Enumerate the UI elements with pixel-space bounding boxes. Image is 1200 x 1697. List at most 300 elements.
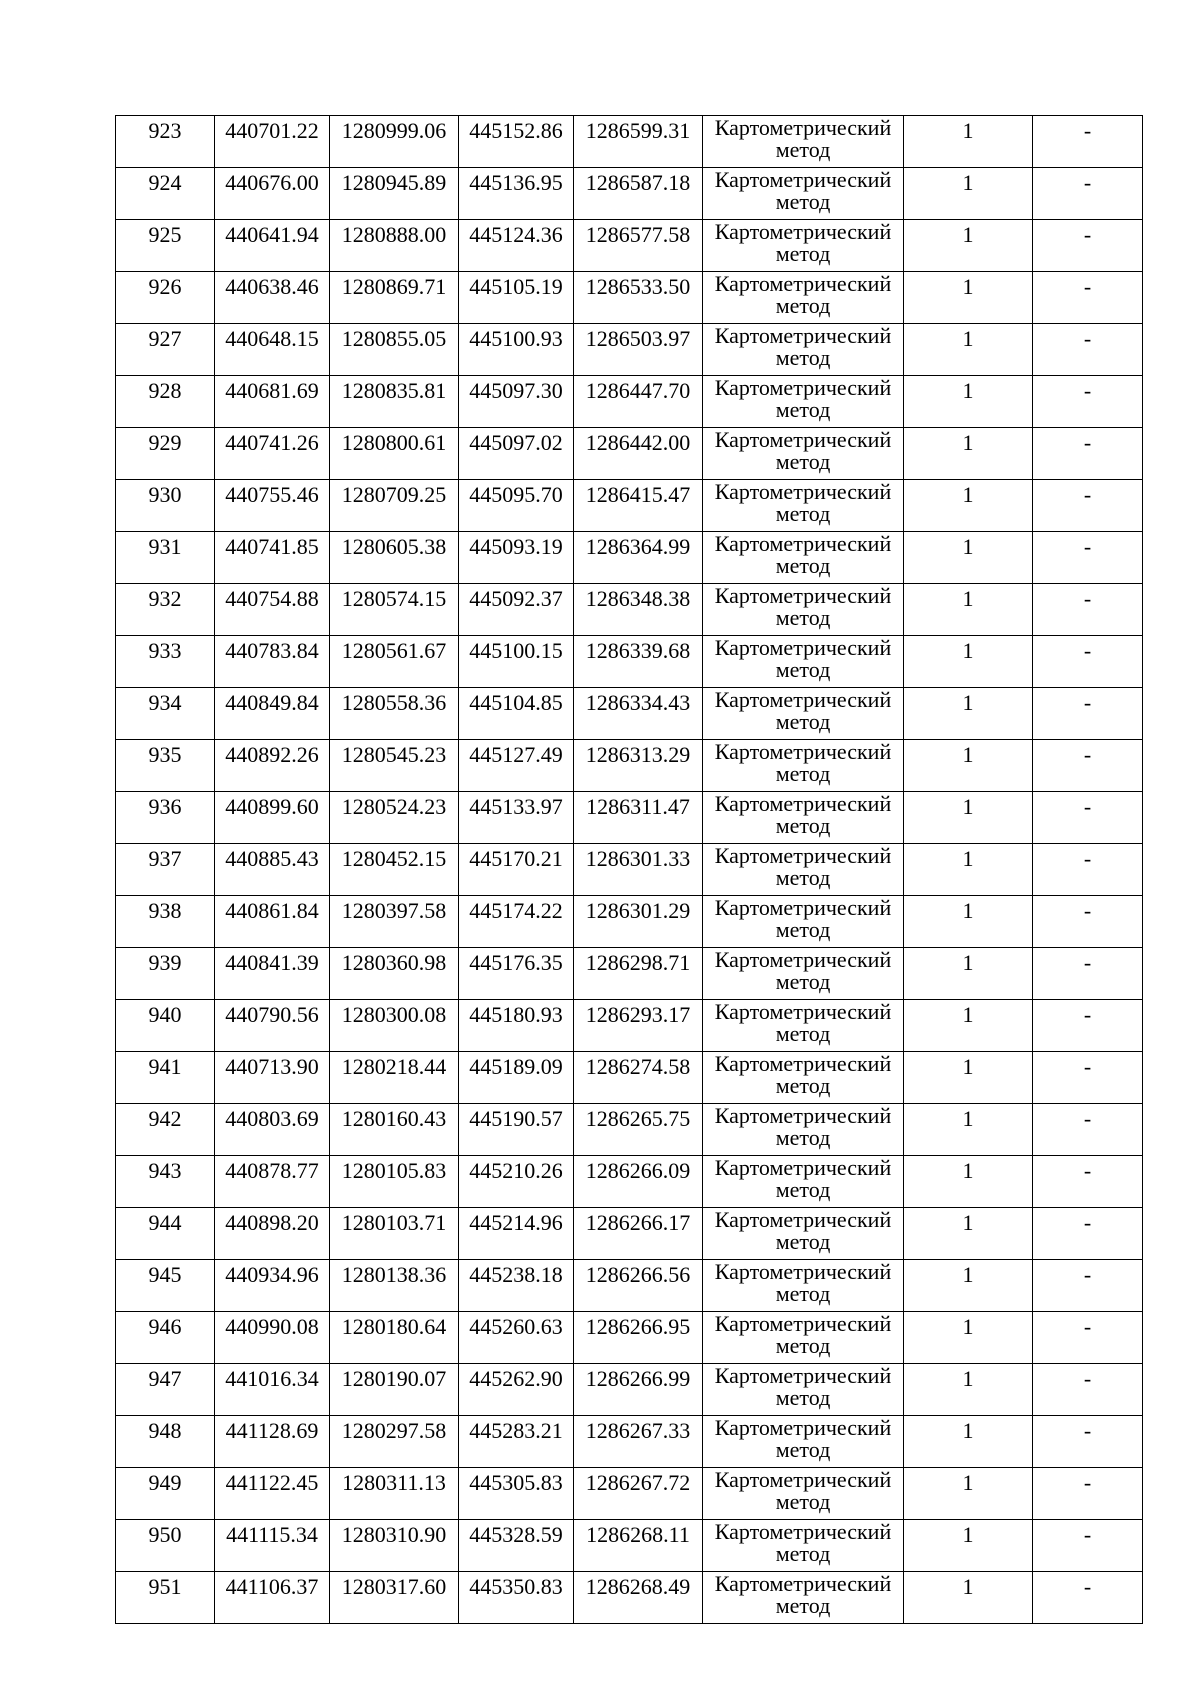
cell-x-old: 440755.46	[215, 480, 330, 532]
cell-y-new: 1286266.56	[574, 1260, 703, 1312]
table-row	[116, 948, 1143, 1000]
cell-point-number: 929	[116, 428, 215, 480]
cell-accuracy: 1	[904, 1260, 1033, 1312]
cell-method	[703, 1468, 904, 1520]
cell-method	[703, 376, 904, 428]
cell-y-old: 1280524.23	[330, 792, 459, 844]
cell-point-number: 949	[116, 1468, 215, 1520]
cell-note: -	[1033, 532, 1143, 584]
cell-method	[703, 1416, 904, 1468]
method-line-2: метод	[775, 137, 831, 162]
cell-note: -	[1033, 324, 1143, 376]
cell-note: -	[1033, 168, 1143, 220]
cell-method	[703, 1104, 904, 1156]
cell-point-number: 928	[116, 376, 215, 428]
method-line-1: Картометрический	[714, 1155, 892, 1180]
cell-y-old: 1280945.89	[330, 168, 459, 220]
method-line-1: Картометрический	[714, 687, 892, 712]
table-row	[116, 1416, 1143, 1468]
cell-note: -	[1033, 1520, 1143, 1572]
method-line-1: Картометрический	[714, 1259, 892, 1284]
cell-y-old: 1280218.44	[330, 1052, 459, 1104]
method-line-2: метод	[775, 917, 831, 942]
cell-method	[703, 220, 904, 272]
method-line-1: Картометрический	[714, 219, 892, 244]
cell-accuracy: 1	[904, 116, 1033, 168]
table-row	[116, 116, 1143, 168]
cell-x-new: 445124.36	[459, 220, 574, 272]
cell-x-new: 445260.63	[459, 1312, 574, 1364]
cell-method	[703, 584, 904, 636]
cell-y-new: 1286274.58	[574, 1052, 703, 1104]
cell-x-new: 445305.83	[459, 1468, 574, 1520]
method-line-1: Картометрический	[714, 1415, 892, 1440]
method-line-1: Картометрический	[714, 375, 892, 400]
cell-x-old: 440681.69	[215, 376, 330, 428]
cell-accuracy: 1	[904, 948, 1033, 1000]
method-line-1: Картометрический	[714, 999, 892, 1024]
table-row	[116, 688, 1143, 740]
cell-x-old: 440898.20	[215, 1208, 330, 1260]
method-line-2: метод	[775, 1593, 831, 1618]
cell-accuracy: 1	[904, 896, 1033, 948]
table-row	[116, 532, 1143, 584]
table-row	[116, 1208, 1143, 1260]
cell-accuracy: 1	[904, 688, 1033, 740]
cell-point-number: 948	[116, 1416, 215, 1468]
method-line-2: метод	[775, 553, 831, 578]
cell-x-old: 440878.77	[215, 1156, 330, 1208]
cell-y-old: 1280869.71	[330, 272, 459, 324]
cell-y-new: 1286503.97	[574, 324, 703, 376]
coordinates-table	[115, 115, 1143, 1624]
cell-x-old: 441106.37	[215, 1572, 330, 1624]
cell-accuracy: 1	[904, 532, 1033, 584]
method-line-1: Картометрический	[714, 427, 892, 452]
cell-x-new: 445190.57	[459, 1104, 574, 1156]
cell-method	[703, 480, 904, 532]
cell-y-old: 1280452.15	[330, 844, 459, 896]
cell-method	[703, 1156, 904, 1208]
method-line-2: метод	[775, 1073, 831, 1098]
cell-y-old: 1280855.05	[330, 324, 459, 376]
cell-accuracy: 1	[904, 1312, 1033, 1364]
method-line-1: Картометрический	[714, 167, 892, 192]
cell-accuracy: 1	[904, 1468, 1033, 1520]
cell-y-old: 1280835.81	[330, 376, 459, 428]
cell-point-number: 924	[116, 168, 215, 220]
cell-x-old: 440885.43	[215, 844, 330, 896]
cell-point-number: 930	[116, 480, 215, 532]
method-line-1: Картометрический	[714, 323, 892, 348]
table-row	[116, 740, 1143, 792]
cell-y-new: 1286364.99	[574, 532, 703, 584]
cell-x-old: 440701.22	[215, 116, 330, 168]
cell-y-old: 1280709.25	[330, 480, 459, 532]
method-line-1: Картометрический	[714, 1363, 892, 1388]
method-line-1: Картометрический	[714, 1467, 892, 1492]
cell-method	[703, 1364, 904, 1416]
cell-x-old: 440741.85	[215, 532, 330, 584]
cell-note: -	[1033, 844, 1143, 896]
cell-point-number: 951	[116, 1572, 215, 1624]
cell-x-old: 440934.96	[215, 1260, 330, 1312]
table-row	[116, 428, 1143, 480]
cell-note: -	[1033, 1000, 1143, 1052]
cell-accuracy: 1	[904, 584, 1033, 636]
table-row	[116, 272, 1143, 324]
method-line-2: метод	[775, 1437, 831, 1462]
method-line-2: метод	[775, 501, 831, 526]
table-row	[116, 324, 1143, 376]
cell-method	[703, 792, 904, 844]
table-row	[116, 1260, 1143, 1312]
cell-x-new: 445328.59	[459, 1520, 574, 1572]
table-row	[116, 636, 1143, 688]
cell-note: -	[1033, 584, 1143, 636]
cell-y-new: 1286415.47	[574, 480, 703, 532]
cell-y-new: 1286266.09	[574, 1156, 703, 1208]
cell-accuracy: 1	[904, 844, 1033, 896]
cell-x-old: 440676.00	[215, 168, 330, 220]
cell-accuracy: 1	[904, 1052, 1033, 1104]
cell-point-number: 938	[116, 896, 215, 948]
cell-method	[703, 896, 904, 948]
cell-x-old: 440713.90	[215, 1052, 330, 1104]
cell-y-old: 1280888.00	[330, 220, 459, 272]
cell-x-new: 445189.09	[459, 1052, 574, 1104]
cell-point-number: 942	[116, 1104, 215, 1156]
cell-note: -	[1033, 1208, 1143, 1260]
cell-x-old: 441122.45	[215, 1468, 330, 1520]
cell-method	[703, 532, 904, 584]
method-line-1: Картометрический	[714, 1519, 892, 1544]
cell-accuracy: 1	[904, 272, 1033, 324]
cell-method	[703, 1000, 904, 1052]
cell-y-old: 1280397.58	[330, 896, 459, 948]
cell-note: -	[1033, 1156, 1143, 1208]
cell-y-old: 1280360.98	[330, 948, 459, 1000]
cell-accuracy: 1	[904, 1364, 1033, 1416]
method-line-1: Картометрический	[714, 271, 892, 296]
cell-y-new: 1286301.33	[574, 844, 703, 896]
cell-x-new: 445104.85	[459, 688, 574, 740]
cell-x-old: 440899.60	[215, 792, 330, 844]
method-line-2: метод	[775, 241, 831, 266]
cell-point-number: 927	[116, 324, 215, 376]
method-line-2: метод	[775, 345, 831, 370]
cell-accuracy: 1	[904, 1104, 1033, 1156]
cell-accuracy: 1	[904, 480, 1033, 532]
cell-x-old: 440641.94	[215, 220, 330, 272]
cell-y-new: 1286334.43	[574, 688, 703, 740]
cell-y-old: 1280300.08	[330, 1000, 459, 1052]
cell-x-new: 445176.35	[459, 948, 574, 1000]
cell-point-number: 934	[116, 688, 215, 740]
cell-x-new: 445350.83	[459, 1572, 574, 1624]
cell-y-old: 1280999.06	[330, 116, 459, 168]
cell-accuracy: 1	[904, 1156, 1033, 1208]
method-line-2: метод	[775, 813, 831, 838]
cell-y-new: 1286267.72	[574, 1468, 703, 1520]
cell-method	[703, 1572, 904, 1624]
cell-x-new: 445174.22	[459, 896, 574, 948]
cell-y-new: 1286442.00	[574, 428, 703, 480]
cell-note: -	[1033, 1312, 1143, 1364]
cell-point-number: 932	[116, 584, 215, 636]
cell-x-new: 445214.96	[459, 1208, 574, 1260]
method-line-2: метод	[775, 1385, 831, 1410]
cell-y-new: 1286599.31	[574, 116, 703, 168]
table-row	[116, 1572, 1143, 1624]
method-line-1: Картометрический	[714, 583, 892, 608]
cell-y-old: 1280160.43	[330, 1104, 459, 1156]
cell-x-new: 445152.86	[459, 116, 574, 168]
cell-y-new: 1286266.17	[574, 1208, 703, 1260]
cell-x-old: 440849.84	[215, 688, 330, 740]
cell-accuracy: 1	[904, 636, 1033, 688]
table-row	[116, 1000, 1143, 1052]
cell-point-number: 940	[116, 1000, 215, 1052]
cell-y-new: 1286348.38	[574, 584, 703, 636]
method-line-2: метод	[775, 709, 831, 734]
cell-point-number: 935	[116, 740, 215, 792]
method-line-1: Картометрический	[714, 947, 892, 972]
cell-accuracy: 1	[904, 792, 1033, 844]
table-row	[116, 844, 1143, 896]
cell-point-number: 931	[116, 532, 215, 584]
cell-point-number: 926	[116, 272, 215, 324]
method-line-1: Картометрический	[714, 843, 892, 868]
cell-x-new: 445127.49	[459, 740, 574, 792]
cell-accuracy: 1	[904, 168, 1033, 220]
cell-method	[703, 844, 904, 896]
cell-method	[703, 740, 904, 792]
method-line-2: метод	[775, 1021, 831, 1046]
cell-y-new: 1286268.49	[574, 1572, 703, 1624]
cell-x-new: 445283.21	[459, 1416, 574, 1468]
cell-point-number: 925	[116, 220, 215, 272]
cell-x-old: 441128.69	[215, 1416, 330, 1468]
method-line-1: Картометрический	[714, 115, 892, 140]
method-line-2: метод	[775, 657, 831, 682]
cell-x-old: 440741.26	[215, 428, 330, 480]
table-row	[116, 896, 1143, 948]
table-row	[116, 1312, 1143, 1364]
cell-y-old: 1280310.90	[330, 1520, 459, 1572]
method-line-2: метод	[775, 397, 831, 422]
method-line-1: Картометрический	[714, 1571, 892, 1596]
cell-note: -	[1033, 480, 1143, 532]
cell-y-old: 1280605.38	[330, 532, 459, 584]
cell-x-new: 445093.19	[459, 532, 574, 584]
method-line-2: метод	[775, 1489, 831, 1514]
method-line-2: метод	[775, 293, 831, 318]
method-line-1: Картометрический	[714, 635, 892, 660]
cell-point-number: 933	[116, 636, 215, 688]
cell-note: -	[1033, 792, 1143, 844]
cell-y-new: 1286293.17	[574, 1000, 703, 1052]
cell-x-old: 441115.34	[215, 1520, 330, 1572]
cell-x-new: 445097.30	[459, 376, 574, 428]
cell-accuracy: 1	[904, 1208, 1033, 1260]
cell-note: -	[1033, 740, 1143, 792]
cell-x-new: 445095.70	[459, 480, 574, 532]
table-row	[116, 480, 1143, 532]
cell-y-new: 1286267.33	[574, 1416, 703, 1468]
cell-y-new: 1286266.95	[574, 1312, 703, 1364]
cell-note: -	[1033, 1572, 1143, 1624]
cell-x-new: 445170.21	[459, 844, 574, 896]
cell-accuracy: 1	[904, 220, 1033, 272]
cell-y-old: 1280190.07	[330, 1364, 459, 1416]
method-line-1: Картометрический	[714, 1051, 892, 1076]
cell-x-old: 440990.08	[215, 1312, 330, 1364]
method-line-2: метод	[775, 1333, 831, 1358]
cell-x-new: 445100.15	[459, 636, 574, 688]
cell-point-number: 947	[116, 1364, 215, 1416]
method-line-1: Картометрический	[714, 1207, 892, 1232]
method-line-2: метод	[775, 1229, 831, 1254]
cell-point-number: 946	[116, 1312, 215, 1364]
method-line-2: метод	[775, 1125, 831, 1150]
cell-point-number: 939	[116, 948, 215, 1000]
cell-x-old: 440790.56	[215, 1000, 330, 1052]
cell-method	[703, 168, 904, 220]
cell-y-new: 1286301.29	[574, 896, 703, 948]
cell-accuracy: 1	[904, 1416, 1033, 1468]
cell-x-old: 440754.88	[215, 584, 330, 636]
method-line-2: метод	[775, 449, 831, 474]
cell-method	[703, 948, 904, 1000]
cell-method	[703, 1520, 904, 1572]
cell-y-old: 1280317.60	[330, 1572, 459, 1624]
cell-y-old: 1280311.13	[330, 1468, 459, 1520]
cell-y-new: 1286533.50	[574, 272, 703, 324]
cell-y-old: 1280138.36	[330, 1260, 459, 1312]
table-row	[116, 792, 1143, 844]
cell-x-new: 445133.97	[459, 792, 574, 844]
cell-x-new: 445238.18	[459, 1260, 574, 1312]
cell-method	[703, 688, 904, 740]
cell-y-new: 1286587.18	[574, 168, 703, 220]
cell-accuracy: 1	[904, 376, 1033, 428]
cell-y-new: 1286265.75	[574, 1104, 703, 1156]
cell-method	[703, 324, 904, 376]
cell-note: -	[1033, 1468, 1143, 1520]
cell-method	[703, 1208, 904, 1260]
cell-y-new: 1286339.68	[574, 636, 703, 688]
cell-x-new: 445092.37	[459, 584, 574, 636]
cell-accuracy: 1	[904, 1000, 1033, 1052]
cell-method	[703, 1052, 904, 1104]
cell-note: -	[1033, 116, 1143, 168]
method-line-1: Картометрический	[714, 739, 892, 764]
table-row	[116, 1052, 1143, 1104]
cell-note: -	[1033, 428, 1143, 480]
cell-x-new: 445100.93	[459, 324, 574, 376]
cell-point-number: 950	[116, 1520, 215, 1572]
cell-x-old: 440892.26	[215, 740, 330, 792]
cell-x-old: 440803.69	[215, 1104, 330, 1156]
method-line-1: Картометрический	[714, 1103, 892, 1128]
method-line-2: метод	[775, 1177, 831, 1202]
table-row	[116, 220, 1143, 272]
method-line-2: метод	[775, 761, 831, 786]
method-line-1: Картометрический	[714, 479, 892, 504]
coordinates-table-body	[116, 116, 1143, 1624]
cell-method	[703, 272, 904, 324]
cell-note: -	[1033, 376, 1143, 428]
cell-y-new: 1286447.70	[574, 376, 703, 428]
cell-x-new: 445105.19	[459, 272, 574, 324]
cell-accuracy: 1	[904, 740, 1033, 792]
cell-x-new: 445097.02	[459, 428, 574, 480]
cell-y-new: 1286311.47	[574, 792, 703, 844]
cell-x-old: 441016.34	[215, 1364, 330, 1416]
cell-y-old: 1280297.58	[330, 1416, 459, 1468]
table-row	[116, 168, 1143, 220]
method-line-2: метод	[775, 969, 831, 994]
cell-y-old: 1280103.71	[330, 1208, 459, 1260]
cell-note: -	[1033, 1364, 1143, 1416]
cell-note: -	[1033, 220, 1143, 272]
cell-x-old: 440638.46	[215, 272, 330, 324]
cell-y-old: 1280800.61	[330, 428, 459, 480]
cell-note: -	[1033, 688, 1143, 740]
cell-x-new: 445262.90	[459, 1364, 574, 1416]
cell-x-old: 440783.84	[215, 636, 330, 688]
method-line-2: метод	[775, 1541, 831, 1566]
table-row	[116, 1156, 1143, 1208]
cell-point-number: 941	[116, 1052, 215, 1104]
cell-y-old: 1280574.15	[330, 584, 459, 636]
method-line-1: Картометрический	[714, 895, 892, 920]
cell-y-new: 1286298.71	[574, 948, 703, 1000]
cell-point-number: 936	[116, 792, 215, 844]
cell-point-number: 945	[116, 1260, 215, 1312]
cell-note: -	[1033, 896, 1143, 948]
cell-y-old: 1280561.67	[330, 636, 459, 688]
cell-y-old: 1280545.23	[330, 740, 459, 792]
cell-x-old: 440861.84	[215, 896, 330, 948]
cell-point-number: 937	[116, 844, 215, 896]
table-row	[116, 376, 1143, 428]
method-line-1: Картометрический	[714, 1311, 892, 1336]
table-row	[116, 1104, 1143, 1156]
cell-x-old: 440648.15	[215, 324, 330, 376]
cell-accuracy: 1	[904, 428, 1033, 480]
table-row	[116, 1520, 1143, 1572]
method-line-2: метод	[775, 865, 831, 890]
cell-accuracy: 1	[904, 1572, 1033, 1624]
cell-y-new: 1286268.11	[574, 1520, 703, 1572]
table-row	[116, 1468, 1143, 1520]
method-line-1: Картометрический	[714, 531, 892, 556]
cell-accuracy: 1	[904, 1520, 1033, 1572]
cell-y-old: 1280105.83	[330, 1156, 459, 1208]
cell-method	[703, 1260, 904, 1312]
cell-note: -	[1033, 1416, 1143, 1468]
cell-note: -	[1033, 1260, 1143, 1312]
cell-x-old: 440841.39	[215, 948, 330, 1000]
cell-x-new: 445136.95	[459, 168, 574, 220]
cell-note: -	[1033, 1104, 1143, 1156]
table-row	[116, 1364, 1143, 1416]
cell-method	[703, 636, 904, 688]
cell-y-new: 1286577.58	[574, 220, 703, 272]
cell-x-new: 445210.26	[459, 1156, 574, 1208]
